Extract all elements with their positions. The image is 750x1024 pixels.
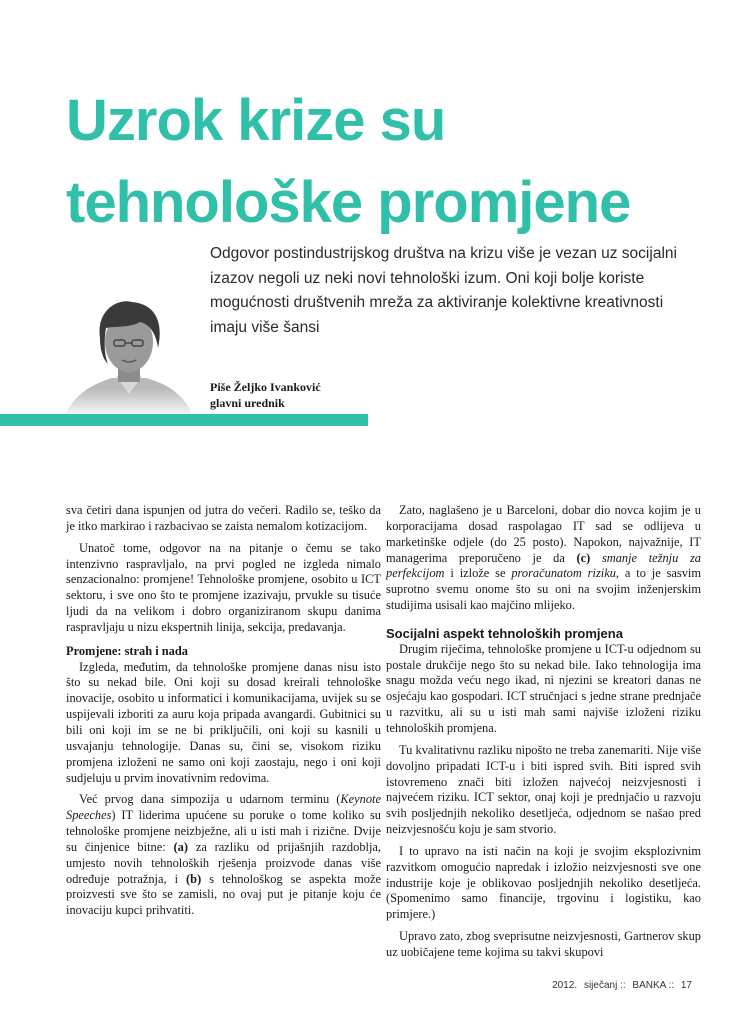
author-byline: Piše Željko Ivanković	[210, 380, 321, 394]
text-run: za razliku od prijašnjih razdoblja, umjesto novih tehnoloških rješenja proizvode danas više određuje potražnja, i	[66, 839, 382, 886]
paragraph: Unatoč tome, odgovor na na pitanje o čemu se tako intenzivno raspravljalo, na prvi pogled ne izgleda nimalo senzacionalno: promjene! Tehnološke promjene, osobito u ICT sektoru, i sve ono što te promjene izazivaju, prvukle su tisuće ljudi da na velikom i dobro organiziranom skupu danima raspravljaju u nizu ekspertnih linija, sekcija, predavanja.	[66, 540, 381, 634]
left-column	[66, 503, 381, 925]
text-run: Već prvog dana simpozija u udarnom terminu (	[79, 792, 341, 807]
paragraph: Drugim riječima, tehnološke promjene u ICT-u odjednom su postale drukčije nego što su nekad bile. Iako tehnologija ima snagu možda veću nego ikad, ni njezini se kreatori danas ne osjećaju kao gospodari. ICT stručnjaci s jedne strane prednjače u razvitku, ali su u isti mah sami najviše izloženi riziku tehnoloških promjena.	[386, 641, 701, 735]
article-title	[66, 80, 716, 245]
right-column	[386, 503, 701, 967]
paragraph: sva četiri dana ispunjen od jutra do večeri. Radilo se, teško da je itko markirao i razbacivao se zaista nemalom kotizacijom.	[66, 503, 381, 533]
page-footer	[548, 980, 692, 991]
author-role: glavni urednik	[210, 396, 285, 410]
author-portrait	[66, 298, 192, 414]
article-title-line1: Uzrok krize su	[66, 88, 446, 153]
paragraph: I to upravo na isti način na koji je svojim eksplozivnim razvitkom omogućio napredak i izložio neizvjesnosti sve one industrije koje je oblikovao posljednjih nekoliko desetljeća. (Spomenimo samo financije, trgovinu i logistiku, kao primjere.)	[386, 843, 701, 922]
article-lead: Odgovor postindustrijskog društva na krizu više je vezan uz socijalni izazov negoli uz neki novi tehnološki izum. Oni koji bolje koriste mogućnosti društvenih mreža za aktiviranje kolektivne kreativnosti imaju više šansi	[210, 245, 677, 336]
paragraph: Tu kvalitativnu razliku nipošto ne treba zanemariti. Nije više dovoljno pripadati ICT-u i biti ispred svih. Biti ispred svih istovremeno znači biti izložen najvećoj neizvjesnosti i najvećem riziku. ICT sektor, onaj koji je prednjačio u razvoju svih posljednjih nekoliko desetljeća, odjednom se našao pred neizvjesnošću koju je sam stvorio.	[386, 742, 701, 837]
paragraph: Izgleda, međutim, da tehnološke promjene danas nisu isto što su nekad bile. Oni koji su dosad kreirali tehnološke inovacije, osobito u informatici i komunikacijama, uvijek su se uspijevali izboriti za auru koja pripada avangardi. Gubitnici su bili oni koji im se ne bi priključili, oni koji su kasnili u usvajanju tehnologije. Danas su, čini se, visokom riziku promjena izloženi ne samo oni koji zaostaju, nego i oni koji sudjeluju u prvim inovativnim redovima.	[66, 659, 381, 785]
paragraph	[386, 503, 701, 614]
text-run: , a to je sasvim suprotno svemu onome što su oni na svojim inženjerskim studijima usisali kao majčino mlijeko.	[386, 566, 702, 613]
emphasis-text: smanje težnju za perfekcijom	[386, 550, 702, 581]
section-heading: Promjene: strah i nada	[66, 643, 188, 658]
emphasis-text: Keynote Speeches	[66, 792, 381, 823]
text-run: ) IT liderima upućene su poruke o tome koliko su tehnološke promjene neizbježne, ali u isti mah i rizične. Dvije su činjenice bitne:	[66, 808, 381, 854]
paragraph	[66, 792, 381, 919]
page-number: 17	[680, 980, 692, 991]
paragraph: Upravo zato, zbog sveprisutne neizvjesnosti, Gartnerov skup uz uobičajene teme kojima su takvi skupovi	[386, 929, 701, 959]
footer-magazine: BANKA ::	[632, 980, 675, 991]
footer-year: 2012.	[552, 980, 578, 991]
bold-marker: (c)	[576, 550, 591, 565]
article-title-line2: tehnološke promjene	[66, 170, 631, 236]
accent-rule	[0, 414, 368, 426]
text-run: Zato, naglašeno je u Barceloni, dobar dio novca kojim je u korporacijama dosad raspolagao IT sad se odlijeva u marketinške odjele (do 25 posto). Napokon, najvažnije, IT managerima preporučeno je da	[386, 503, 701, 565]
text-run: i izlože se	[444, 566, 512, 581]
bold-marker: (a)	[173, 839, 188, 854]
bold-marker: (b)	[186, 871, 202, 886]
author-byline-block	[210, 379, 321, 411]
section-heading: Socijalni aspekt tehnoloških promjena	[386, 625, 623, 641]
emphasis-text: proračunatom riziku	[511, 566, 616, 581]
text-run: s tehnološkog se aspekta može proizvesti sve što se zamisli, no ovaj put je pitanje koju će inovaciju kupci prihvatiti.	[66, 871, 381, 918]
footer-month: siječanj ::	[583, 980, 626, 991]
